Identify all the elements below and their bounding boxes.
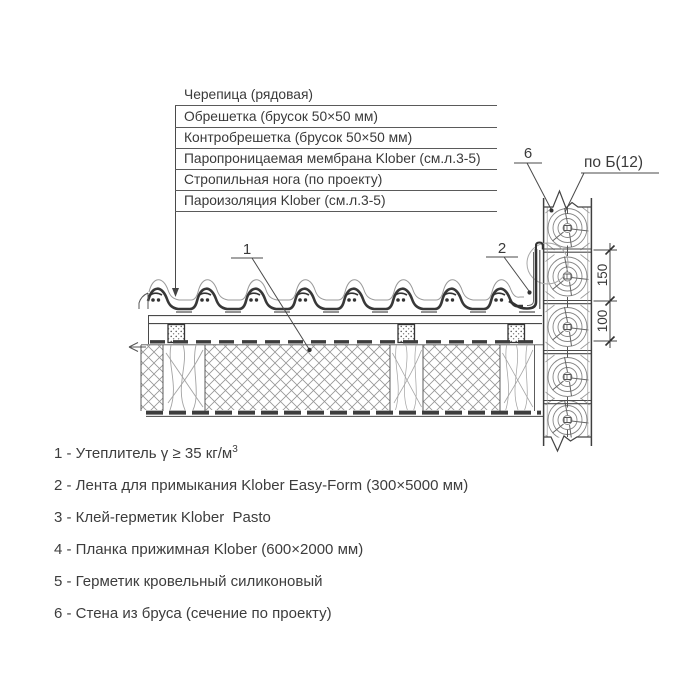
legend-item-5: 5 - Герметик кровельный силиконовый (54, 573, 323, 590)
dimension-100: 100 (595, 309, 610, 332)
log-wall (543, 191, 592, 451)
legend (54, 434, 468, 626)
legend-item-2: 2 - Лента для примыкания Klober Easy-Form (300×5000 мм) (54, 477, 469, 494)
counter-batten-section (508, 325, 525, 343)
rafter-grain (502, 345, 532, 410)
wall-top-break (543, 191, 592, 208)
layer-callout-rafter: Стропильная нога (по проекту) (175, 170, 497, 191)
layer-callout-tiles: Черепица (рядовая) (175, 85, 497, 106)
callout-2-tape: 2 (497, 240, 507, 257)
legend-item-4: 4 - Планка прижимная Klober (600×2000 мм) (54, 541, 364, 558)
insulation-hatch (205, 345, 390, 410)
legend-item-3: 3 - Клей-герметик Klober Pasto (54, 509, 271, 526)
callout-6-wall: 6 (523, 145, 533, 162)
counter-batten-section (398, 325, 415, 343)
callout-1-insulation: 1 (242, 241, 252, 258)
layer-callout-membrane: Паропроницаемая мембрана Klober (см.л.3-5) (175, 149, 497, 170)
layer-callout-counterbattens: Контробрешетка (брусок 50×50 мм) (175, 128, 497, 149)
section-reference-label: по Б(12) (584, 154, 644, 171)
rafter-grain (392, 345, 421, 410)
insulation-hatch (423, 345, 500, 410)
roof-tiles (139, 280, 540, 312)
dimension-150: 150 (595, 263, 610, 287)
layer-callout-vapor-barrier: Пароизоляция Klober (см.л.3-5) (175, 191, 497, 212)
wall-bottom-break (543, 436, 592, 451)
rafter-grain (166, 345, 203, 410)
insulation-hatch (141, 345, 163, 410)
legend-item-1: 1 - Утеплитель γ ≥ 35 $кг/м^3$ (54, 444, 238, 462)
sheathing-band (148, 316, 542, 344)
tile-band (148, 289, 523, 309)
layer-callout-battens: Обрешетка (брусок 50×50 мм) (175, 107, 497, 128)
legend-item-6: 6 - Стена из бруса (сечение по проекту) (54, 605, 332, 622)
insulation-layer (141, 345, 535, 411)
counter-batten-section (168, 325, 185, 343)
tile-left-edge (139, 293, 148, 309)
